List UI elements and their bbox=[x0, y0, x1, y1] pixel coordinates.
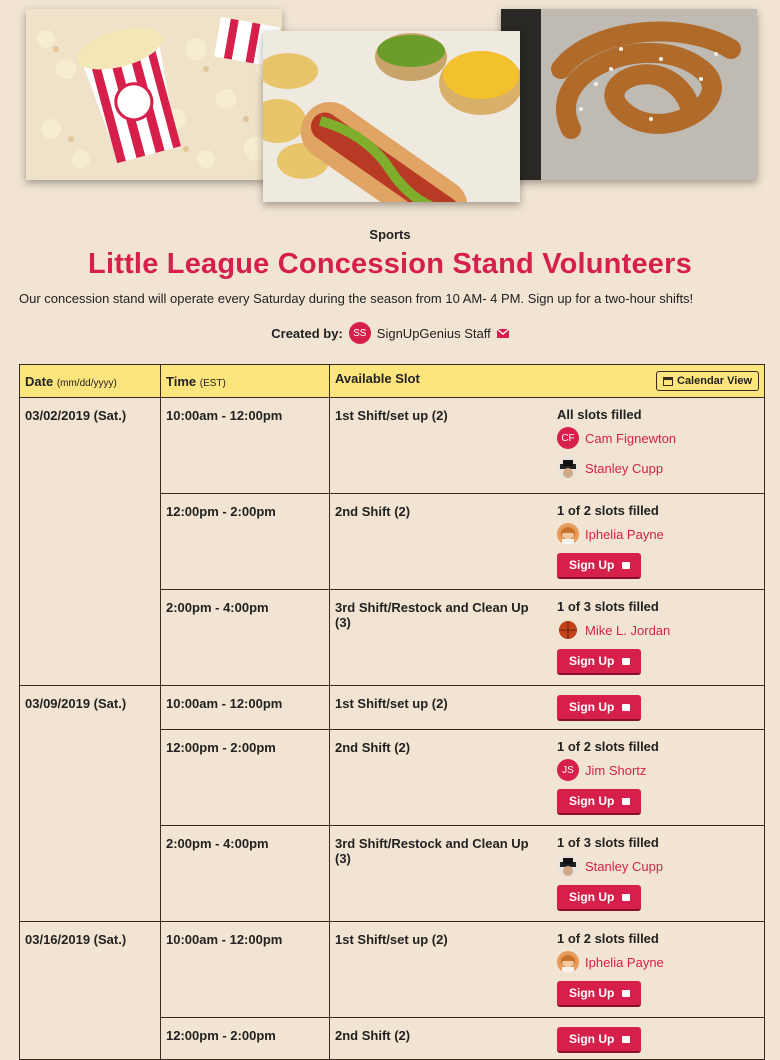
slot-cell bbox=[330, 494, 765, 590]
time-cell: 10:00am - 12:00pm bbox=[161, 922, 330, 1018]
signup-button[interactable] bbox=[557, 885, 641, 911]
description-text: Our concession stand will operate every Saturday during the season from 10 AM- 4 PM. Sign up for a two-hour shifts! bbox=[19, 291, 694, 306]
calendar-view-label: Calendar View bbox=[677, 375, 752, 387]
category-label: Sports bbox=[369, 227, 411, 242]
page-title: Little League Concession Stand Volunteers bbox=[88, 248, 692, 280]
table-row bbox=[20, 398, 765, 494]
date-column-header bbox=[20, 365, 161, 398]
slot-name: 3rd Shift/Restock and Clean Up (3) bbox=[335, 600, 529, 630]
date-header-label: Date bbox=[25, 373, 54, 389]
slot-status bbox=[552, 398, 764, 493]
slot-status bbox=[552, 826, 764, 917]
date-cell: 03/09/2019 (Sat.) bbox=[20, 686, 161, 922]
creator-name[interactable]: SignUpGenius Staff bbox=[376, 325, 491, 341]
popcorn-photo bbox=[26, 9, 282, 180]
checkbox-icon bbox=[622, 562, 630, 569]
time-cell: 12:00pm - 2:00pm bbox=[161, 1018, 330, 1060]
date-cell: 03/16/2019 (Sat.) bbox=[20, 922, 161, 1060]
signup-button[interactable] bbox=[557, 649, 641, 675]
table-row bbox=[20, 922, 765, 1018]
signup-label: Sign Up bbox=[569, 558, 615, 572]
volunteer-avatar bbox=[557, 619, 579, 641]
signup-label: Sign Up bbox=[569, 794, 615, 808]
fill-status: 1 of 3 slots filled bbox=[557, 835, 659, 850]
slot-cell bbox=[330, 730, 765, 826]
volunteer-avatar bbox=[557, 457, 579, 479]
time-cell: 12:00pm - 2:00pm bbox=[161, 494, 330, 590]
volunteer bbox=[557, 619, 759, 641]
signup-label: Sign Up bbox=[569, 890, 615, 904]
slot-cell bbox=[330, 686, 765, 730]
slot-name: 1st Shift/set up (2) bbox=[335, 408, 448, 423]
slot-status bbox=[552, 590, 764, 681]
slot-cell bbox=[330, 398, 765, 494]
time-cell: 10:00am - 12:00pm bbox=[161, 686, 330, 730]
time-column-header bbox=[161, 365, 330, 398]
slot-column-header bbox=[330, 365, 765, 398]
time-cell: 12:00pm - 2:00pm bbox=[161, 730, 330, 826]
slot-status bbox=[552, 1018, 764, 1059]
slot-name: 1st Shift/set up (2) bbox=[335, 696, 448, 711]
time-cell: 2:00pm - 4:00pm bbox=[161, 826, 330, 922]
volunteer-avatar: CF bbox=[557, 427, 579, 449]
calendar-icon bbox=[663, 376, 673, 386]
volunteer-name[interactable]: Iphelia Payne bbox=[585, 526, 664, 542]
checkbox-icon bbox=[622, 990, 630, 997]
time-cell: 10:00am - 12:00pm bbox=[161, 398, 330, 494]
date-header-format: (mm/dd/yyyy) bbox=[56, 377, 117, 389]
creator-info bbox=[0, 322, 780, 344]
volunteer-name[interactable]: Stanley Cupp bbox=[585, 858, 664, 874]
hotdog-photo bbox=[263, 31, 520, 202]
slot-status bbox=[552, 494, 764, 585]
fill-status: 1 of 2 slots filled bbox=[557, 931, 659, 946]
time-cell: 2:00pm - 4:00pm bbox=[161, 590, 330, 686]
slot-name: 2nd Shift (2) bbox=[335, 504, 411, 519]
slot-name: 1st Shift/set up (2) bbox=[335, 932, 448, 947]
slot-cell bbox=[330, 922, 765, 1018]
signup-button[interactable] bbox=[557, 1027, 641, 1053]
signup-label: Sign Up bbox=[569, 700, 615, 714]
checkbox-icon bbox=[622, 798, 630, 805]
volunteer-avatar bbox=[557, 855, 579, 877]
slot-status bbox=[552, 686, 764, 727]
volunteer bbox=[557, 759, 759, 781]
slot-name: 2nd Shift (2) bbox=[335, 740, 411, 755]
volunteer-name[interactable]: Cam Fignewton bbox=[585, 430, 677, 446]
volunteer-avatar: JS bbox=[557, 759, 579, 781]
volunteer bbox=[557, 951, 759, 973]
fill-status: 1 of 3 slots filled bbox=[557, 599, 659, 614]
slot-name: 2nd Shift (2) bbox=[335, 1028, 411, 1043]
time-header-zone: (EST) bbox=[199, 377, 226, 389]
created-by-label: Created by: bbox=[271, 325, 343, 341]
volunteer-name[interactable]: Jim Shortz bbox=[585, 762, 647, 778]
volunteer bbox=[557, 855, 759, 877]
calendar-view-button[interactable] bbox=[656, 371, 759, 391]
slot-status bbox=[552, 730, 764, 821]
signup-button[interactable] bbox=[557, 789, 641, 815]
volunteer bbox=[557, 457, 759, 479]
slot-cell bbox=[330, 826, 765, 922]
fill-status: 1 of 2 slots filled bbox=[557, 739, 659, 754]
header-photo-collage bbox=[0, 0, 780, 215]
signup-table bbox=[19, 364, 765, 1060]
slot-cell bbox=[330, 590, 765, 686]
fill-status: All slots filled bbox=[557, 407, 642, 422]
slot-status bbox=[552, 922, 764, 1013]
checkbox-icon bbox=[622, 1036, 630, 1043]
time-header-label: Time bbox=[166, 373, 197, 389]
signup-button[interactable] bbox=[557, 695, 641, 721]
slot-header-label: Available Slot bbox=[335, 371, 420, 386]
volunteer-name[interactable]: Mike L. Jordan bbox=[585, 622, 671, 638]
checkbox-icon bbox=[622, 894, 630, 901]
pretzel-photo bbox=[501, 9, 757, 180]
signup-label: Sign Up bbox=[569, 1032, 615, 1046]
volunteer-name[interactable]: Stanley Cupp bbox=[585, 460, 664, 476]
volunteer bbox=[557, 427, 759, 449]
checkbox-icon bbox=[622, 658, 630, 665]
signup-button[interactable] bbox=[557, 981, 641, 1007]
slot-cell bbox=[330, 1018, 765, 1060]
signup-label: Sign Up bbox=[569, 654, 615, 668]
slot-name: 3rd Shift/Restock and Clean Up (3) bbox=[335, 836, 529, 866]
volunteer-name[interactable]: Iphelia Payne bbox=[585, 954, 664, 970]
table-row bbox=[20, 686, 765, 730]
volunteer-avatar bbox=[557, 951, 579, 973]
signup-button[interactable] bbox=[557, 553, 641, 579]
volunteer-avatar bbox=[557, 523, 579, 545]
creator-avatar: SS bbox=[349, 322, 371, 344]
mail-icon[interactable] bbox=[497, 329, 509, 338]
fill-status: 1 of 2 slots filled bbox=[557, 503, 659, 518]
volunteer bbox=[557, 523, 759, 545]
date-cell: 03/02/2019 (Sat.) bbox=[20, 398, 161, 686]
table-header-row bbox=[20, 365, 765, 398]
signup-label: Sign Up bbox=[569, 986, 615, 1000]
checkbox-icon bbox=[622, 704, 630, 711]
